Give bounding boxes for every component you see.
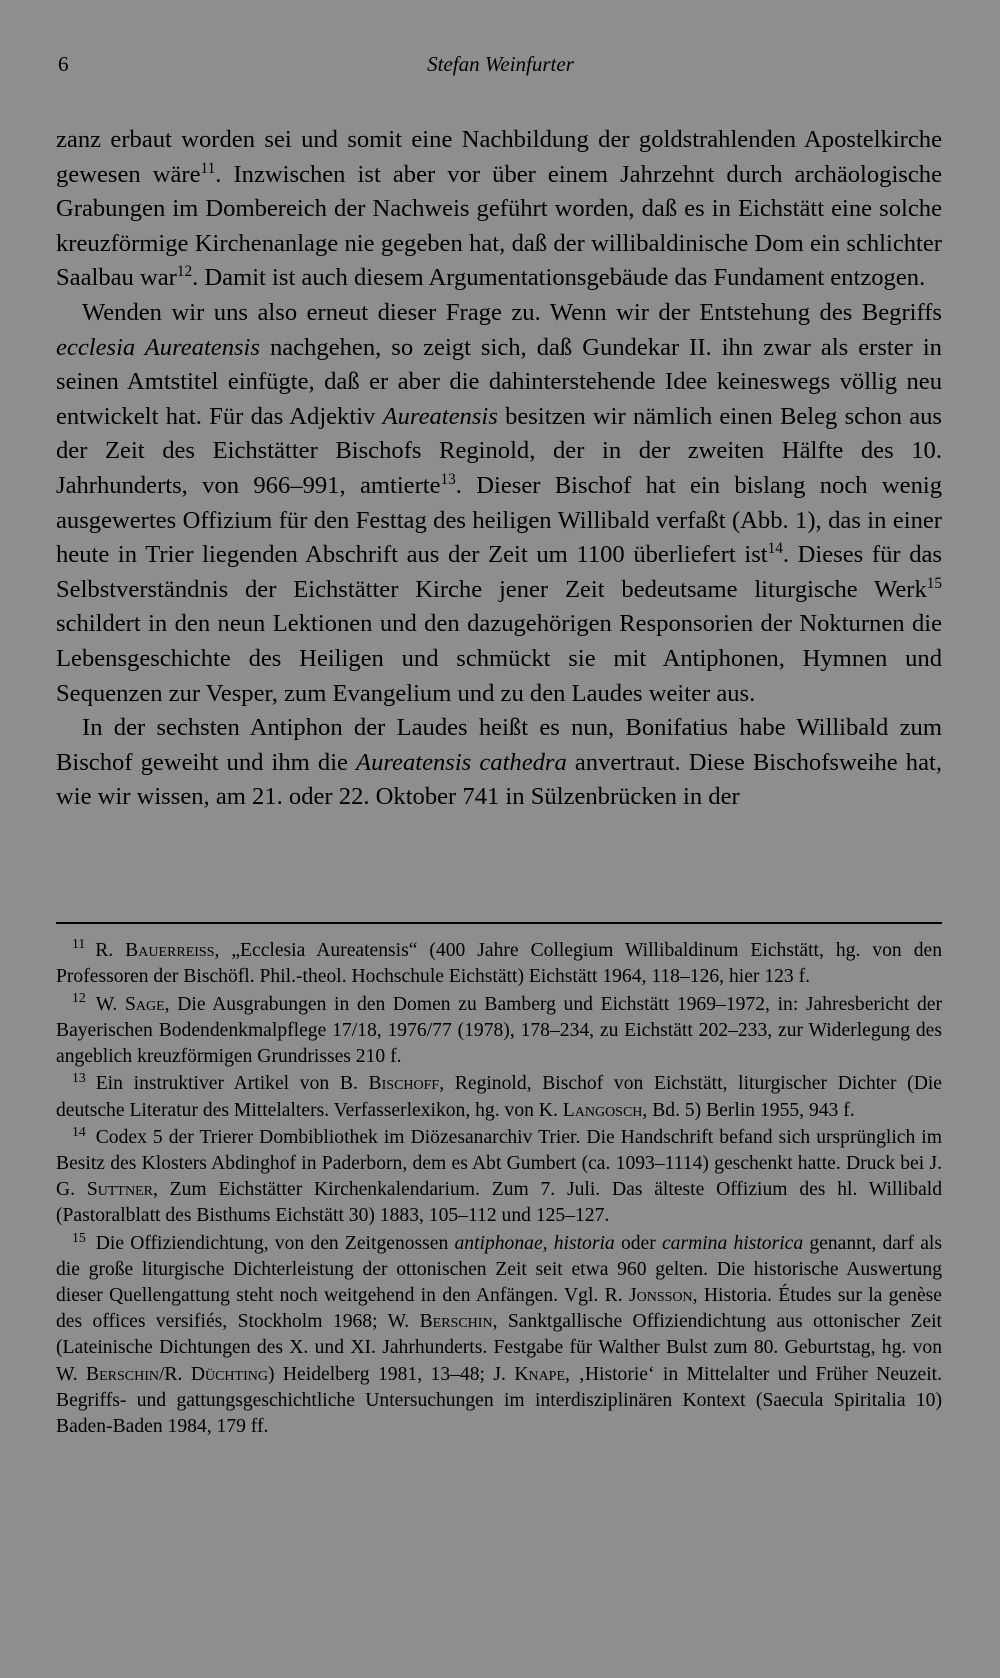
footnote-divider xyxy=(56,922,942,924)
text-run: Wenden wir uns also erneut dieser Frage zu. Wenn wir der Entstehung des Begriffs xyxy=(82,298,942,326)
footnote-number: 13 xyxy=(72,1069,86,1085)
text-run: Ein instruktiver Artikel von B. xyxy=(95,1073,369,1095)
text-run: , Bd. 5) Berlin 1955, 943 f. xyxy=(642,1099,855,1121)
text-run: Die Offiziendichtung, von den Zeitgenossen xyxy=(95,1233,455,1255)
italic-term: Aureatensis cathedra xyxy=(356,748,567,776)
text-run: W. xyxy=(95,993,125,1015)
text-run: genannt, darf als die große liturgische Dichterleistung der ottonischen Zeit seit etwa 960 gelten. Die historische Auswertung dieser Quellengattung steht noch weitgehend in den Anfängen. Vgl. R. xyxy=(56,1233,942,1307)
author-name: Berschin xyxy=(86,1363,159,1385)
text-run: , Zum Eichstätter Kirchenkalendarium. Zum 7. Juli. Das älteste Offizium des hl. Willibald (Pastoralblatt des Bisthums Eichstätt 30) 1883, 105–112 und 125–127. xyxy=(56,1179,943,1227)
text-run: , „Ecclesia Aureatensis“ (400 Jahre Collegium Willibaldinum Eichstätt, hg. von den Professoren der Bischöfl. Phil.-theol. Hochschule Eichstätt) Eichstätt 1964, 118–126, hier 123 f. xyxy=(56,940,942,988)
author-name: Jonsson xyxy=(628,1285,693,1307)
footnotes xyxy=(56,938,942,1441)
footnote-11 xyxy=(56,938,942,990)
footnote-ref-13: 13 xyxy=(440,470,456,488)
text-run: anvertraut. Diese Bischofsweihe hat, wie wir wissen, am 21. oder 22. Oktober 741 in Sülzenbrücken in der xyxy=(56,748,942,811)
author-name: Berschin xyxy=(419,1311,493,1333)
text-run: ) Heidelberg 1981, 13–48; J. xyxy=(267,1363,515,1385)
text-run: nachgehen, so zeigt sich, daß Gundekar II. ihn zwar als erster in seinen Amtstitel einfügte, daß er aber die dahinterstehende Idee keineswegs völlig neu entwickelt hat. Für das Adjektiv xyxy=(56,333,942,430)
italic-term: ecclesia Aureatensis xyxy=(56,333,260,361)
footnote-13 xyxy=(56,1071,942,1123)
text-run: zanz erbaut worden sei und somit eine Nachbildung der goldstrahlenden Apostelkirche gewesen wäre xyxy=(56,126,942,188)
footnote-ref-15: 15 xyxy=(926,574,942,592)
paragraph-1 xyxy=(56,123,942,296)
italic-term: antiphonae, historia xyxy=(454,1233,615,1255)
text-run: , Sanktgallische Offiziendichtung aus ottonischer Zeit (Lateinische Dichtungen des X. und XI. Jahrhunderts. Festgabe für Walther Bulst zum 80. Geburtstag, hg. von W. xyxy=(56,1311,942,1385)
text-run: schildert in den neun Lektionen und den dazugehörigen Responsorien der Nokturnen die Lebensgeschichte des Heiligen und schmückt sie mit Antiphonen, Hymnen und Sequenzen zur Vesper, zum Evangelium und zu den Laudes weiter aus. xyxy=(56,610,942,707)
paragraph-3 xyxy=(56,711,942,815)
italic-term: carmina historica xyxy=(661,1233,804,1255)
footnote-ref-14: 14 xyxy=(767,539,783,557)
author-name: Düchting xyxy=(190,1363,268,1385)
author-name: Bischoff xyxy=(368,1073,440,1095)
text-run: oder xyxy=(614,1233,662,1255)
author-name: Sage xyxy=(124,993,165,1015)
text-run: , ‚Historie‘ in Mittelalter und Früher Neuzeit. Begriffs- und gattungsgeschichtliche Untersuchungen im interdisziplinären Kontext (Saecula Spiritalia 10) Baden-Baden 1984, 179 ff. xyxy=(56,1363,942,1437)
italic-term: Aureatensis xyxy=(382,402,498,430)
text-run: In der sechsten Antiphon der Laudes heißt es nun, Bonifatius habe Willibald zum Bischof geweiht und ihm die xyxy=(56,714,942,776)
text-run: , Die Ausgrabungen in den Domen zu Bamberg und Eichstätt 1969–1972, in: Jahresbericht der Bayerischen Bodendenkmalpflege 17/18, 1976/77 (1978), 178–234, zu Eichstätt 202–233, zur Widerlegung des angeblich kreuzförmigen Grundrisses 210 f. xyxy=(56,993,942,1067)
main-text xyxy=(56,123,942,815)
footnote-ref-12: 12 xyxy=(176,263,193,281)
author-name: Knape xyxy=(514,1363,566,1385)
text-run: , Historia. Études sur la genèse des offices versifiés, Stockholm 1968; W. xyxy=(56,1285,942,1333)
text-run: , Reginold, Bischof von Eichstätt, liturgischer Dichter (Die deutsche Literatur des Mittelalters. Verfasserlexikon, hg. von K. xyxy=(56,1073,942,1121)
author-name: Suttner xyxy=(86,1179,153,1201)
running-title: Stefan Weinfurter xyxy=(427,52,574,76)
footnote-number: 12 xyxy=(72,990,86,1006)
text-run: Codex 5 der Trierer Dombibliothek im Diözesanarchiv Trier. Die Handschrift befand sich ursprünglich im Besitz des Klosters Abdinghof in Paderborn, dem es Abt Gumbert (ca. 1093–1114) geschenkt hatte. Druck bei J. G. xyxy=(56,1127,942,1201)
footnote-ref-11: 11 xyxy=(200,159,216,177)
author-name: Bauerreiss xyxy=(125,940,215,961)
footnote-number: 14 xyxy=(72,1123,86,1139)
footnote-number: 15 xyxy=(72,1229,86,1245)
footnote-12 xyxy=(56,992,942,1070)
text-run: . Inzwischen ist aber vor über einem Jahrzehnt durch archäologische Grabungen im Dombereich der Nachweis geführt worden, daß es in Eichstätt eine solche kreuzförmige Kirchenanlage nie gegeben hat, daß der willibaldinische Dom ein schlichter Saalbau war xyxy=(56,160,942,292)
text-run: R. xyxy=(95,940,126,961)
footnote-15 xyxy=(56,1231,942,1440)
text-run: . Dieses für das Selbstverständnis der Eichstätter Kirche jener Zeit bedeutsame liturgische Werk xyxy=(56,541,942,603)
text-run: /R. xyxy=(158,1363,191,1385)
page-header xyxy=(58,52,943,82)
paragraph-2 xyxy=(56,296,942,711)
author-name: Langosch xyxy=(562,1099,643,1121)
footnote-14 xyxy=(56,1125,942,1229)
text-run: besitzen wir nämlich einen Beleg schon aus der Zeit des Eichstätter Bischofs Reginold, der in der zweiten Hälfte des 10. Jahrhunderts, von 966–991, amtierte xyxy=(56,402,942,499)
page-number: 6 xyxy=(58,52,69,76)
footnote-number: 11 xyxy=(72,936,86,952)
text-run: . Dieser Bischof hat ein bislang noch wenig ausgewertes Offizium für den Festtag des heiligen Willibald verfaßt (Abb. 1), das in einer heute in Trier liegenden Abschrift aus der Zeit um 1100 überliefert ist xyxy=(56,471,942,569)
text-run: . Damit ist auch diesem Argumentationsgebäude das Fundament entzogen. xyxy=(192,264,926,292)
